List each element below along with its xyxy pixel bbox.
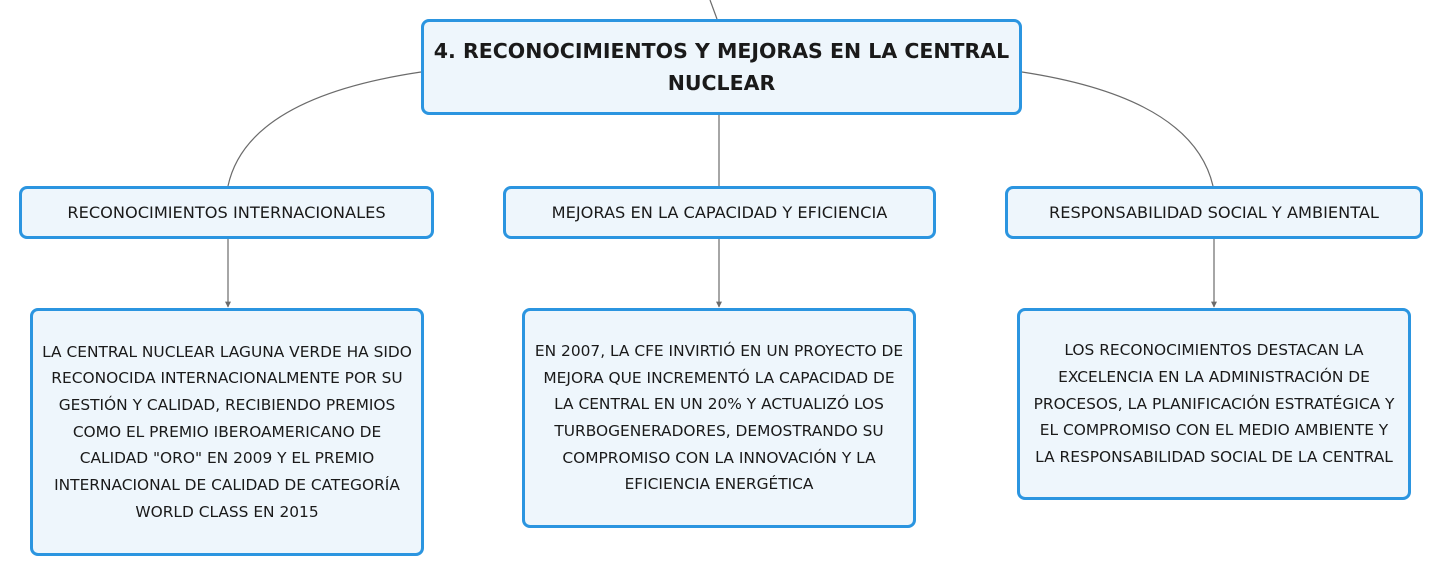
topic-node-responsabilidad[interactable] xyxy=(1005,186,1423,239)
connector-root-topic-3 xyxy=(1022,72,1213,186)
detail-text: EN 2007, LA CFE INVIRTIÓ EN UN PROYECTO DE MEJORA QUE INCREMENTÓ LA CAPACIDAD DE LA CENTRAL EN UN 20% Y ACTUALIZÓ LOS TURBOGENERADORES, DEMOSTRANDO SU COMPROMISO CON LA INNOVACIÓN Y LA EFICIENCIA ENERGÉTICA xyxy=(534,341,904,494)
detail-node-reconocimientos[interactable] xyxy=(30,308,424,556)
topic-node-mejoras[interactable] xyxy=(503,186,936,239)
topic-label: RESPONSABILIDAD SOCIAL Y AMBIENTAL xyxy=(1049,203,1379,222)
detail-text: LOS RECONOCIMIENTOS DESTACAN LA EXCELENCIA EN LA ADMINISTRACIÓN DE PROCESOS, LA PLANIFICACIÓN ESTRATÉGICA Y EL COMPROMISO CON EL MEDIO AMBIENTE Y LA RESPONSABILIDAD SOCIAL DE LA CENTRAL xyxy=(1033,341,1395,467)
detail-node-mejoras[interactable] xyxy=(522,308,916,528)
detail-node-responsabilidad[interactable] xyxy=(1017,308,1411,500)
topic-label: RECONOCIMIENTOS INTERNACIONALES xyxy=(67,203,386,222)
detail-text: LA CENTRAL NUCLEAR LAGUNA VERDE HA SIDO RECONOCIDA INTERNACIONALMENTE POR SU GESTIÓN Y CALIDAD, RECIBIENDO PREMIOS COMO EL PREMIO IBEROAMERICANO DE CALIDAD "ORO" EN 2009 Y EL PREMIO INTERNACIONAL DE CALIDAD DE CATEGORÍA WORLD CLASS EN 2015 xyxy=(42,342,412,521)
topic-node-reconocimientos[interactable] xyxy=(19,186,434,239)
connector-root-topic-1 xyxy=(228,72,421,186)
root-node[interactable] xyxy=(421,19,1022,115)
connector-parent xyxy=(710,0,717,19)
root-title: 4. RECONOCIMIENTOS Y MEJORAS EN LA CENTRAL NUCLEAR xyxy=(433,39,1010,95)
topic-label: MEJORAS EN LA CAPACIDAD Y EFICIENCIA xyxy=(551,203,888,222)
